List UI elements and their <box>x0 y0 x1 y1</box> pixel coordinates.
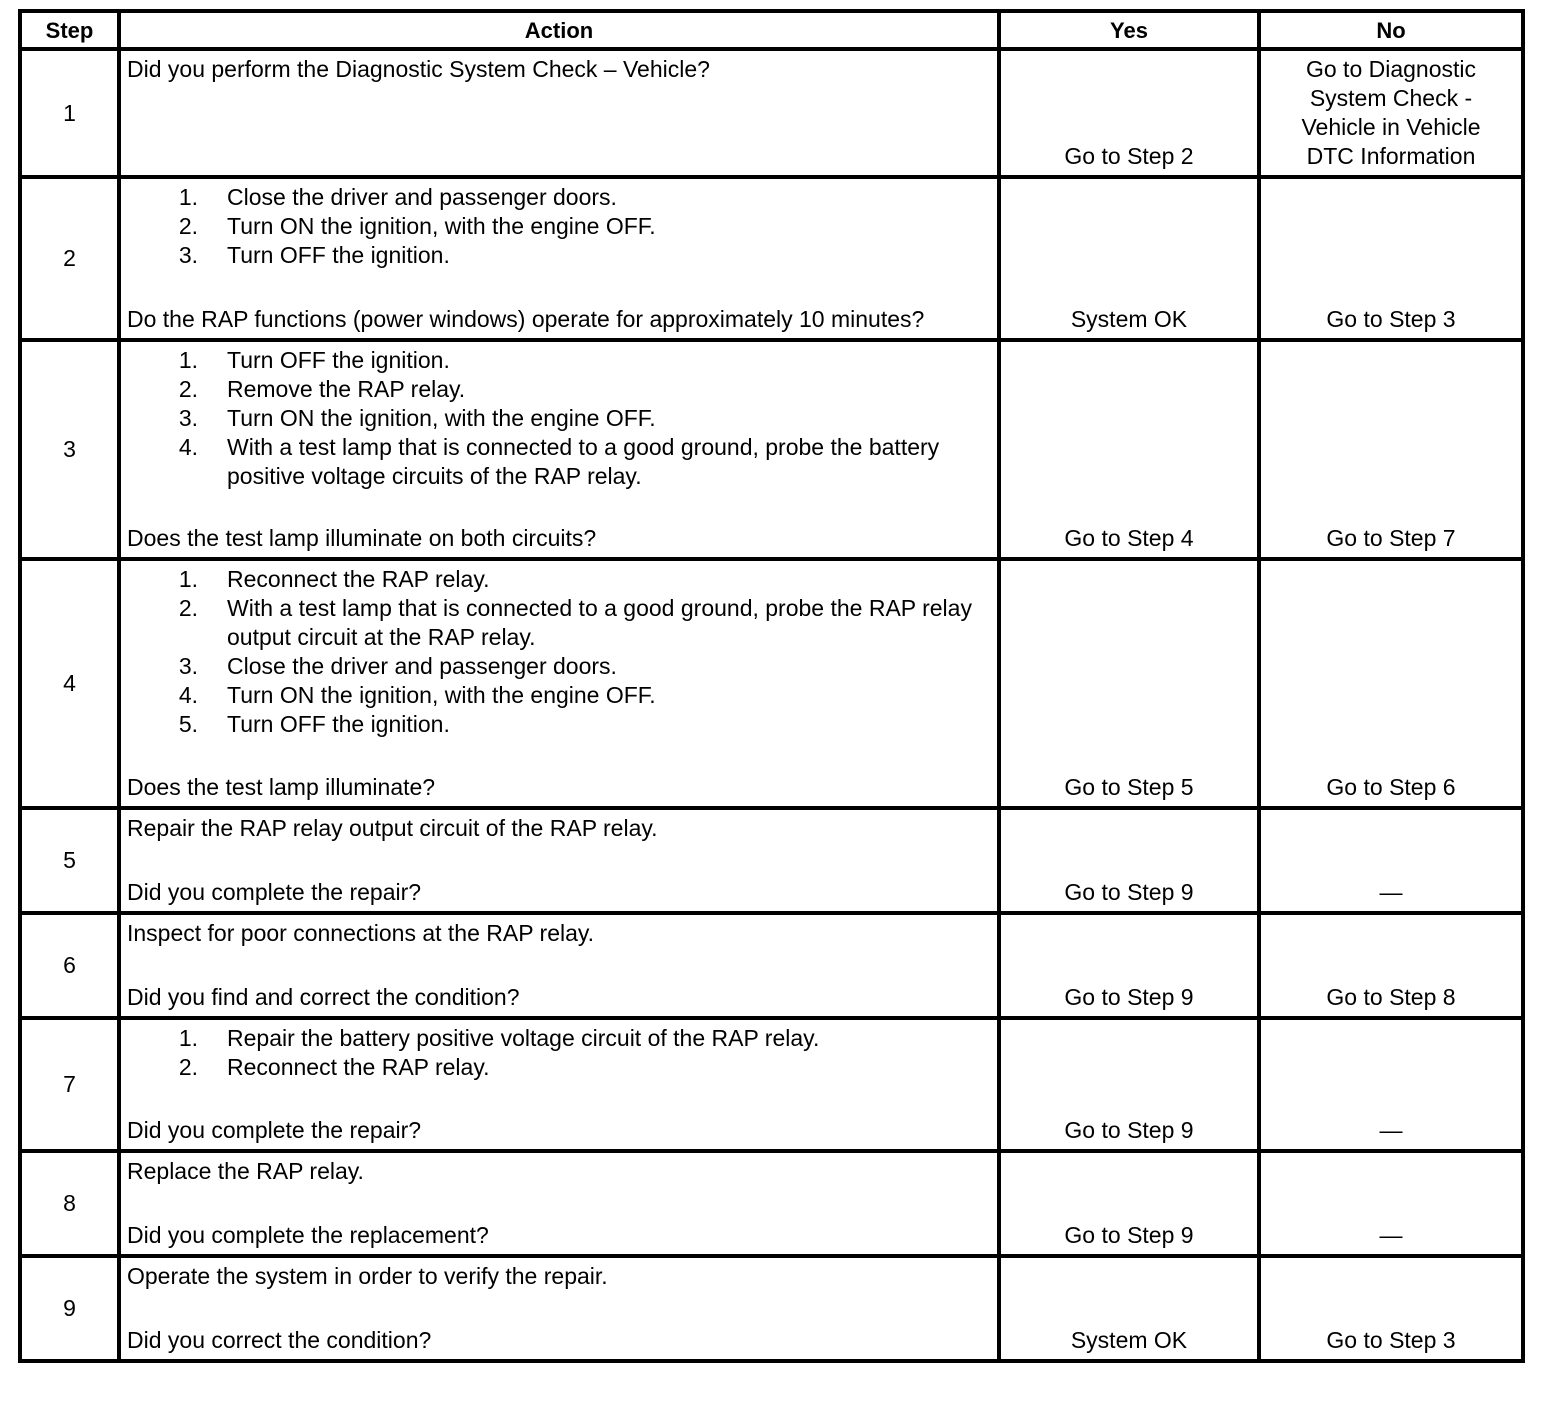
no-result: Go to Diagnostic System Check - Vehicle in Vehicle DTC Information <box>1259 49 1523 177</box>
action-question: Did you find and correct the condition? <box>127 984 520 1010</box>
substep-number: 1. <box>178 1025 198 1051</box>
substep-number: 1. <box>178 184 198 210</box>
action-cell <box>119 1256 999 1361</box>
substep-number: 2. <box>178 213 198 239</box>
action-intro: Replace the RAP relay. <box>127 1158 364 1184</box>
substep-list <box>127 1024 991 1082</box>
step-number: 5 <box>20 808 119 913</box>
substep-text: Reconnect the RAP relay. <box>227 566 490 592</box>
action-cell <box>119 913 999 1018</box>
no-result: Go to Step 6 <box>1259 559 1523 808</box>
action-question: Did you complete the replacement? <box>127 1222 489 1248</box>
table-row <box>20 1151 1523 1256</box>
table-row <box>20 1018 1523 1151</box>
substep-item <box>127 710 991 739</box>
substep-number: 3. <box>178 653 198 679</box>
substep-text: With a test lamp that is connected to a good ground, probe the RAP relay output circuit at the RAP relay. <box>227 595 972 650</box>
header-no: No <box>1259 11 1523 49</box>
table-row <box>20 49 1523 177</box>
substep-number: 4. <box>178 434 198 460</box>
substep-item <box>127 1053 991 1082</box>
substep-text: Repair the battery positive voltage circuit of the RAP relay. <box>227 1025 820 1051</box>
substep-number: 2. <box>178 1054 198 1080</box>
substep-item <box>127 404 991 433</box>
step-number: 1 <box>20 49 119 177</box>
substep-number: 2. <box>178 595 198 621</box>
action-question: Do the RAP functions (power windows) operate for approximately 10 minutes? <box>127 306 925 332</box>
yes-result: Go to Step 2 <box>999 49 1259 177</box>
step-number: 6 <box>20 913 119 1018</box>
substep-text: Close the driver and passenger doors. <box>227 653 617 679</box>
table-row <box>20 559 1523 808</box>
table-row <box>20 340 1523 559</box>
yes-result: Go to Step 5 <box>999 559 1259 808</box>
table-row <box>20 177 1523 340</box>
no-result: Go to Step 8 <box>1259 913 1523 1018</box>
action-question: Does the test lamp illuminate on both circuits? <box>127 525 597 551</box>
no-result: — <box>1259 1151 1523 1256</box>
substep-text: Turn ON the ignition, with the engine OFF. <box>227 682 656 708</box>
step-number: 2 <box>20 177 119 340</box>
yes-result: Go to Step 9 <box>999 913 1259 1018</box>
no-result: — <box>1259 808 1523 913</box>
table-row <box>20 913 1523 1018</box>
step-number: 3 <box>20 340 119 559</box>
action-intro: Inspect for poor connections at the RAP relay. <box>127 920 595 946</box>
action-intro: Did you perform the Diagnostic System Check – Vehicle? <box>127 56 710 82</box>
action-cell <box>119 1018 999 1151</box>
diagnostic-table <box>18 9 1525 1363</box>
substep-number: 3. <box>178 405 198 431</box>
no-result: — <box>1259 1018 1523 1151</box>
substep-text: Remove the RAP relay. <box>227 376 466 402</box>
substep-item <box>127 1024 991 1053</box>
yes-result: Go to Step 4 <box>999 340 1259 559</box>
action-question: Does the test lamp illuminate? <box>127 774 436 800</box>
substep-text: Turn ON the ignition, with the engine OFF. <box>227 405 656 431</box>
no-result: Go to Step 3 <box>1259 1256 1523 1361</box>
yes-result: Go to Step 9 <box>999 1151 1259 1256</box>
substep-item <box>127 681 991 710</box>
substep-item <box>127 565 991 594</box>
substep-number: 2. <box>178 376 198 402</box>
substep-text: Turn OFF the ignition. <box>227 347 450 373</box>
substep-number: 4. <box>178 682 198 708</box>
action-cell <box>119 808 999 913</box>
substep-number: 1. <box>178 347 198 373</box>
substep-text: Turn ON the ignition, with the engine OFF. <box>227 213 656 239</box>
table-header-row <box>20 11 1523 49</box>
substep-text: Reconnect the RAP relay. <box>227 1054 490 1080</box>
table-body <box>20 49 1523 1361</box>
step-number: 8 <box>20 1151 119 1256</box>
yes-result: Go to Step 9 <box>999 808 1259 913</box>
action-cell <box>119 1151 999 1256</box>
action-intro: Operate the system in order to verify the repair. <box>127 1263 608 1289</box>
yes-result: Go to Step 9 <box>999 1018 1259 1151</box>
action-question: Did you complete the repair? <box>127 879 422 905</box>
substep-text: Close the driver and passenger doors. <box>227 184 617 210</box>
action-cell <box>119 49 999 177</box>
substep-item <box>127 433 991 491</box>
substep-list <box>127 183 991 270</box>
action-question: Did you correct the condition? <box>127 1327 432 1353</box>
action-question: Did you complete the repair? <box>127 1117 422 1143</box>
substep-item <box>127 346 991 375</box>
substep-list <box>127 565 991 739</box>
substep-item <box>127 375 991 404</box>
substep-number: 1. <box>178 566 198 592</box>
yes-result: System OK <box>999 177 1259 340</box>
step-number: 7 <box>20 1018 119 1151</box>
header-step: Step <box>20 11 119 49</box>
table-row <box>20 808 1523 913</box>
substep-item <box>127 212 991 241</box>
substep-list <box>127 346 991 491</box>
step-number: 4 <box>20 559 119 808</box>
substep-text: Turn OFF the ignition. <box>227 242 450 268</box>
step-number: 9 <box>20 1256 119 1361</box>
substep-number: 5. <box>178 711 198 737</box>
substep-number: 3. <box>178 242 198 268</box>
substep-item <box>127 594 991 652</box>
no-result: Go to Step 3 <box>1259 177 1523 340</box>
action-cell <box>119 177 999 340</box>
action-cell <box>119 340 999 559</box>
no-result: Go to Step 7 <box>1259 340 1523 559</box>
action-intro: Repair the RAP relay output circuit of the RAP relay. <box>127 815 658 841</box>
action-cell <box>119 559 999 808</box>
substep-item <box>127 183 991 212</box>
yes-result: System OK <box>999 1256 1259 1361</box>
table-row <box>20 1256 1523 1361</box>
substep-item <box>127 241 991 270</box>
header-action: Action <box>119 11 999 49</box>
header-yes: Yes <box>999 11 1259 49</box>
substep-text: With a test lamp that is connected to a good ground, probe the battery positive voltage circuits of the RAP relay. <box>227 434 940 489</box>
substep-text: Turn OFF the ignition. <box>227 711 450 737</box>
substep-item <box>127 652 991 681</box>
